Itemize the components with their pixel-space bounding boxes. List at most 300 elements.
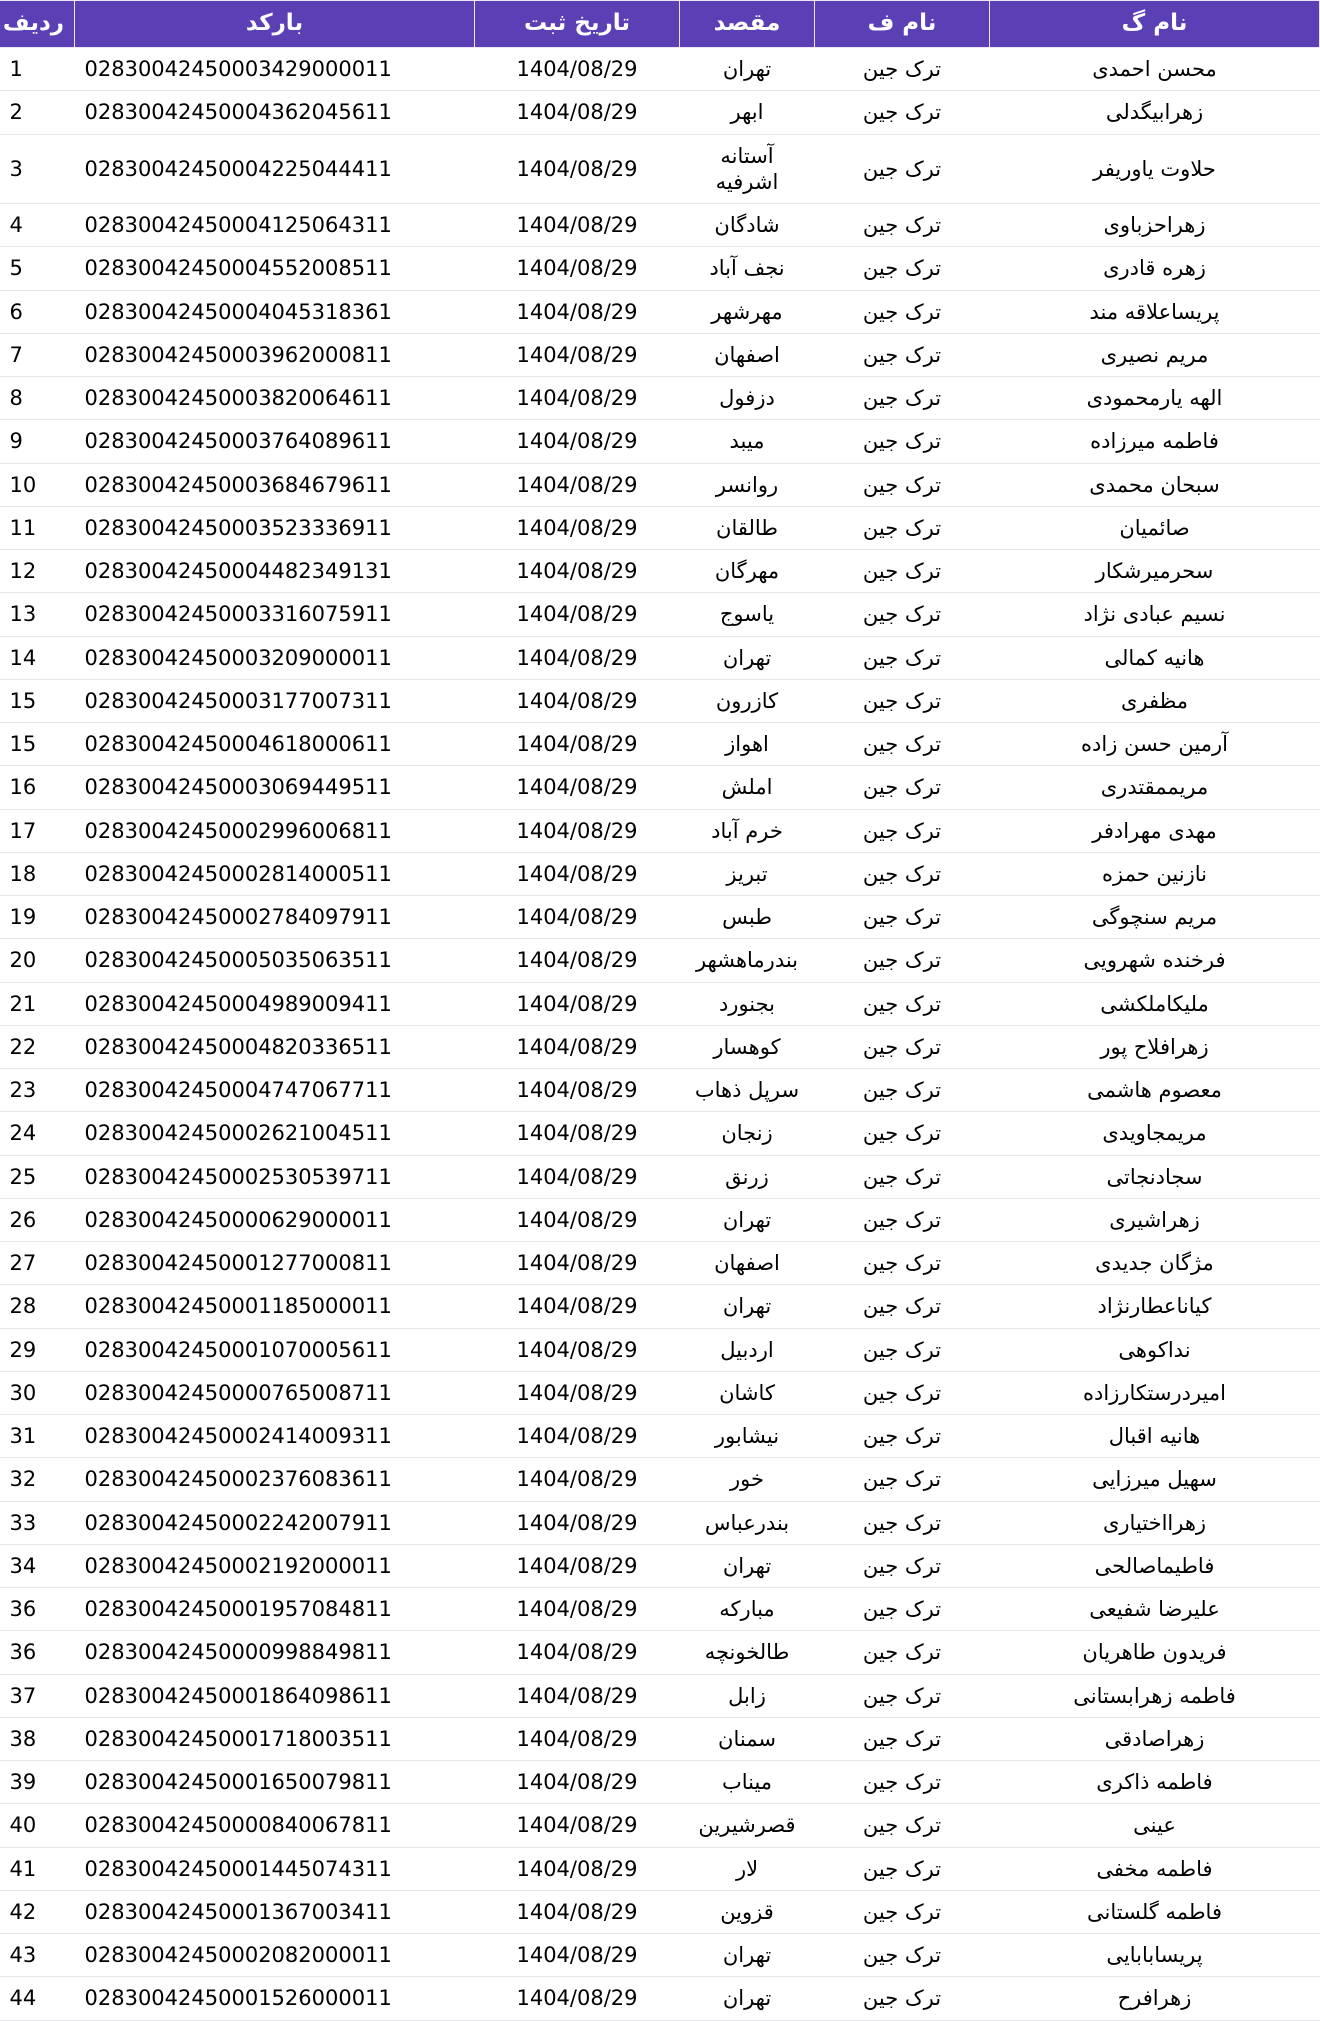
- cell-date: 1404/08/29: [475, 1847, 680, 1890]
- cell-date: 1404/08/29: [475, 506, 680, 549]
- cell-row-number: 36: [0, 1588, 75, 1631]
- cell-barcode: 02830042450004552008511: [75, 247, 475, 290]
- cell-name: ملیکاملکشی: [990, 982, 1320, 1025]
- cell-fname: ترک جین: [815, 1977, 990, 2020]
- table-row[interactable]: [0, 290, 1320, 333]
- cell-name: مظفری: [990, 679, 1320, 722]
- cell-barcode: 02830042450004989009411: [75, 982, 475, 1025]
- cell-fname: ترک جین: [815, 420, 990, 463]
- cell-row-number: 38: [0, 1717, 75, 1760]
- cell-fname: ترک جین: [815, 506, 990, 549]
- table-row[interactable]: [0, 1544, 1320, 1587]
- cell-row-number: 3: [0, 134, 75, 204]
- table-row[interactable]: [0, 1112, 1320, 1155]
- cell-name: فاطمه گلستانی: [990, 1890, 1320, 1933]
- cell-fname: ترک جین: [815, 1847, 990, 1890]
- cell-row-number: 42: [0, 1890, 75, 1933]
- cell-fname: ترک جین: [815, 134, 990, 204]
- cell-destination: تهران: [680, 1198, 815, 1241]
- cell-destination: ابهر: [680, 91, 815, 134]
- cell-destination: میناب: [680, 1761, 815, 1804]
- table-row[interactable]: [0, 1977, 1320, 2020]
- cell-date: 1404/08/29: [475, 1458, 680, 1501]
- cell-destination: بندرماهشهر: [680, 939, 815, 982]
- cell-destination: زنجان: [680, 1112, 815, 1155]
- cell-destination: تهران: [680, 48, 815, 91]
- cell-name: مریممقتدری: [990, 766, 1320, 809]
- cell-date: 1404/08/29: [475, 1501, 680, 1544]
- cell-destination: تهران: [680, 1934, 815, 1977]
- cell-barcode: 02830042450004045318361: [75, 290, 475, 333]
- cell-barcode: 02830042450003962000811: [75, 333, 475, 376]
- table-row[interactable]: [0, 1631, 1320, 1674]
- cell-fname: ترک جین: [815, 1717, 990, 1760]
- cell-fname: ترک جین: [815, 636, 990, 679]
- cell-date: 1404/08/29: [475, 1198, 680, 1241]
- cell-fname: ترک جین: [815, 809, 990, 852]
- cell-fname: ترک جین: [815, 204, 990, 247]
- cell-row-number: 25: [0, 1155, 75, 1198]
- cell-row-number: 27: [0, 1242, 75, 1285]
- cell-destination: زابل: [680, 1674, 815, 1717]
- cell-name: زهراصادقی: [990, 1717, 1320, 1760]
- table-row[interactable]: [0, 247, 1320, 290]
- cell-row-number: 44: [0, 1977, 75, 2020]
- cell-destination: طالقان: [680, 506, 815, 549]
- cell-destination: اهواز: [680, 723, 815, 766]
- cell-fname: ترک جین: [815, 1155, 990, 1198]
- table-row[interactable]: [0, 1328, 1320, 1371]
- table-row[interactable]: [0, 1501, 1320, 1544]
- cell-date: 1404/08/29: [475, 1717, 680, 1760]
- cell-name: محسن احمدی: [990, 48, 1320, 91]
- table-row[interactable]: [0, 204, 1320, 247]
- cell-fname: ترک جین: [815, 1674, 990, 1717]
- cell-date: 1404/08/29: [475, 939, 680, 982]
- cell-destination: اردبیل: [680, 1328, 815, 1371]
- table-row[interactable]: [0, 852, 1320, 895]
- cell-name: الهه یارمحمودی: [990, 377, 1320, 420]
- cell-row-number: 36: [0, 1631, 75, 1674]
- cell-barcode: 02830042450000998849811: [75, 1631, 475, 1674]
- cell-barcode: 02830042450004225044411: [75, 134, 475, 204]
- table-row[interactable]: [0, 1025, 1320, 1068]
- cell-fname: ترک جین: [815, 463, 990, 506]
- cell-destination: تبریز: [680, 852, 815, 895]
- table-row[interactable]: [0, 1285, 1320, 1328]
- cell-date: 1404/08/29: [475, 1242, 680, 1285]
- cell-destination: آستانه اشرفیه: [680, 134, 815, 204]
- cell-destination: طبس: [680, 896, 815, 939]
- cell-barcode: 02830042450002192000011: [75, 1544, 475, 1587]
- cell-fname: ترک جین: [815, 550, 990, 593]
- cell-destination: کوهسار: [680, 1025, 815, 1068]
- cell-row-number: 21: [0, 982, 75, 1025]
- cell-barcode: 02830042450004125064311: [75, 204, 475, 247]
- table-header: [0, 1, 1320, 48]
- cell-fname: ترک جین: [815, 1501, 990, 1544]
- cell-barcode: 02830042450004362045611: [75, 91, 475, 134]
- cell-date: 1404/08/29: [475, 1890, 680, 1933]
- cell-name: فرخنده شهرویی: [990, 939, 1320, 982]
- cell-barcode: 02830042450003523336911: [75, 506, 475, 549]
- cell-name: کیاناعطارنژاد: [990, 1285, 1320, 1328]
- cell-name: زهره قادری: [990, 247, 1320, 290]
- table-row[interactable]: [0, 1847, 1320, 1890]
- cell-row-number: 17: [0, 809, 75, 852]
- cell-row-number: 34: [0, 1544, 75, 1587]
- cell-fname: ترک جین: [815, 1804, 990, 1847]
- cell-barcode: 02830042450004618000611: [75, 723, 475, 766]
- cell-barcode: 02830042450004820336511: [75, 1025, 475, 1068]
- cell-barcode: 02830042450001367003411: [75, 1890, 475, 1933]
- cell-date: 1404/08/29: [475, 204, 680, 247]
- cell-row-number: 11: [0, 506, 75, 549]
- cell-barcode: 02830042450000765008711: [75, 1371, 475, 1414]
- cell-barcode: 02830042450001277000811: [75, 1242, 475, 1285]
- cell-destination: خور: [680, 1458, 815, 1501]
- table-row[interactable]: [0, 1415, 1320, 1458]
- table-row[interactable]: [0, 636, 1320, 679]
- table-row[interactable]: [0, 134, 1320, 204]
- cell-date: 1404/08/29: [475, 1934, 680, 1977]
- cell-fname: ترک جین: [815, 1285, 990, 1328]
- cell-date: 1404/08/29: [475, 48, 680, 91]
- cell-name: مژگان جدیدی: [990, 1242, 1320, 1285]
- table-row[interactable]: [0, 377, 1320, 420]
- cell-name: زهرافلاح پور: [990, 1025, 1320, 1068]
- cell-name: زهراشیری: [990, 1198, 1320, 1241]
- cell-date: 1404/08/29: [475, 1588, 680, 1631]
- cell-fname: ترک جین: [815, 679, 990, 722]
- cell-destination: تهران: [680, 1544, 815, 1587]
- cell-name: مریم نصیری: [990, 333, 1320, 376]
- cell-date: 1404/08/29: [475, 1155, 680, 1198]
- cell-date: 1404/08/29: [475, 377, 680, 420]
- table-body: [0, 48, 1320, 2021]
- cell-name: فاطمه مخفی: [990, 1847, 1320, 1890]
- cell-date: 1404/08/29: [475, 1415, 680, 1458]
- cell-destination: لار: [680, 1847, 815, 1890]
- cell-destination: تهران: [680, 636, 815, 679]
- cell-name: سهیل میرزایی: [990, 1458, 1320, 1501]
- cell-date: 1404/08/29: [475, 896, 680, 939]
- cell-fname: ترک جین: [815, 247, 990, 290]
- cell-name: سجادنجاتی: [990, 1155, 1320, 1198]
- cell-name: هانیه اقبال: [990, 1415, 1320, 1458]
- cell-destination: قصرشیرین: [680, 1804, 815, 1847]
- table-row[interactable]: [0, 1458, 1320, 1501]
- table-row[interactable]: [0, 1804, 1320, 1847]
- cell-row-number: 19: [0, 896, 75, 939]
- cell-fname: ترک جین: [815, 1198, 990, 1241]
- table-row[interactable]: [0, 91, 1320, 134]
- cell-row-number: 40: [0, 1804, 75, 1847]
- cell-barcode: 02830042450002414009311: [75, 1415, 475, 1458]
- cell-barcode: 02830042450002621004511: [75, 1112, 475, 1155]
- cell-destination: مهرشهر: [680, 290, 815, 333]
- cell-barcode: 02830042450004747067711: [75, 1069, 475, 1112]
- cell-date: 1404/08/29: [475, 766, 680, 809]
- cell-name: عینی: [990, 1804, 1320, 1847]
- table-row[interactable]: [0, 982, 1320, 1025]
- cell-barcode: 02830042450002082000011: [75, 1934, 475, 1977]
- cell-name: نازنین حمزه: [990, 852, 1320, 895]
- cell-barcode: 02830042450001957084811: [75, 1588, 475, 1631]
- cell-name: امیردرستکارزاده: [990, 1371, 1320, 1414]
- cell-name: زهراحزباوی: [990, 204, 1320, 247]
- table-row[interactable]: [0, 1155, 1320, 1198]
- cell-fname: ترک جین: [815, 723, 990, 766]
- cell-name: صائمیان: [990, 506, 1320, 549]
- cell-fname: ترک جین: [815, 91, 990, 134]
- cell-date: 1404/08/29: [475, 1544, 680, 1587]
- cell-name: علیرضا شفیعی: [990, 1588, 1320, 1631]
- cell-row-number: 15: [0, 679, 75, 722]
- cell-date: 1404/08/29: [475, 247, 680, 290]
- cell-name: آرمین حسن زاده: [990, 723, 1320, 766]
- table-row[interactable]: [0, 1761, 1320, 1804]
- cell-row-number: 4: [0, 204, 75, 247]
- cell-row-number: 6: [0, 290, 75, 333]
- column-header-barcode[interactable]: بارکد: [75, 1, 475, 48]
- table-row[interactable]: [0, 550, 1320, 593]
- cell-row-number: 30: [0, 1371, 75, 1414]
- table-row[interactable]: [0, 1371, 1320, 1414]
- cell-fname: ترک جین: [815, 1328, 990, 1371]
- cell-row-number: 10: [0, 463, 75, 506]
- cell-date: 1404/08/29: [475, 463, 680, 506]
- cell-destination: زرنق: [680, 1155, 815, 1198]
- cell-row-number: 32: [0, 1458, 75, 1501]
- cell-destination: اصفهان: [680, 1242, 815, 1285]
- cell-date: 1404/08/29: [475, 636, 680, 679]
- cell-barcode: 02830042450003820064611: [75, 377, 475, 420]
- cell-date: 1404/08/29: [475, 679, 680, 722]
- cell-fname: ترک جین: [815, 48, 990, 91]
- cell-date: 1404/08/29: [475, 809, 680, 852]
- cell-name: زهرابیگدلی: [990, 91, 1320, 134]
- cell-date: 1404/08/29: [475, 1977, 680, 2020]
- cell-fname: ترک جین: [815, 1112, 990, 1155]
- cell-date: 1404/08/29: [475, 1761, 680, 1804]
- cell-name: هانیه کمالی: [990, 636, 1320, 679]
- cell-fname: ترک جین: [815, 333, 990, 376]
- table-row[interactable]: [0, 48, 1320, 91]
- table-row[interactable]: [0, 420, 1320, 463]
- column-header-name[interactable]: نام گ: [990, 1, 1320, 48]
- cell-barcode: 02830042450004482349131: [75, 550, 475, 593]
- cell-fname: ترک جین: [815, 896, 990, 939]
- cell-row-number: 5: [0, 247, 75, 290]
- cell-name: نداکوهی: [990, 1328, 1320, 1371]
- cell-barcode: 02830042450003069449511: [75, 766, 475, 809]
- cell-name: مهدی مهرادفر: [990, 809, 1320, 852]
- table-row[interactable]: [0, 896, 1320, 939]
- cell-fname: ترک جین: [815, 1934, 990, 1977]
- table-row[interactable]: [0, 939, 1320, 982]
- cell-destination: روانسر: [680, 463, 815, 506]
- cell-row-number: 23: [0, 1069, 75, 1112]
- cell-fname: ترک جین: [815, 1025, 990, 1068]
- cell-date: 1404/08/29: [475, 1631, 680, 1674]
- cell-fname: ترک جین: [815, 939, 990, 982]
- table-row[interactable]: [0, 809, 1320, 852]
- cell-date: 1404/08/29: [475, 723, 680, 766]
- cell-destination: سمنان: [680, 1717, 815, 1760]
- cell-date: 1404/08/29: [475, 333, 680, 376]
- cell-row-number: 7: [0, 333, 75, 376]
- cell-name: فاطمه میرزاده: [990, 420, 1320, 463]
- cell-date: 1404/08/29: [475, 420, 680, 463]
- cell-row-number: 14: [0, 636, 75, 679]
- cell-destination: طالخونچه: [680, 1631, 815, 1674]
- cell-destination: سرپل ذهاب: [680, 1069, 815, 1112]
- cell-barcode: 02830042450005035063511: [75, 939, 475, 982]
- cell-date: 1404/08/29: [475, 1112, 680, 1155]
- table-row[interactable]: [0, 463, 1320, 506]
- cell-date: 1404/08/29: [475, 91, 680, 134]
- cell-barcode: 02830042450001445074311: [75, 1847, 475, 1890]
- cell-name: فاطمه ذاکری: [990, 1761, 1320, 1804]
- column-header-destination[interactable]: مقصد: [680, 1, 815, 48]
- cell-fname: ترک جین: [815, 290, 990, 333]
- table-row[interactable]: [0, 1890, 1320, 1933]
- cell-fname: ترک جین: [815, 852, 990, 895]
- cell-name: زهرافرح: [990, 1977, 1320, 2020]
- cell-row-number: 22: [0, 1025, 75, 1068]
- cell-row-number: 18: [0, 852, 75, 895]
- cell-name: پریساعلاقه مند: [990, 290, 1320, 333]
- cell-row-number: 16: [0, 766, 75, 809]
- table-row[interactable]: [0, 506, 1320, 549]
- cell-date: 1404/08/29: [475, 1069, 680, 1112]
- table-row[interactable]: [0, 723, 1320, 766]
- column-header-date[interactable]: تاریخ ثبت: [475, 1, 680, 48]
- table-row[interactable]: [0, 1934, 1320, 1977]
- column-header-row[interactable]: ردیف: [0, 1, 75, 48]
- cell-destination: شادگان: [680, 204, 815, 247]
- cell-barcode: 02830042450002530539711: [75, 1155, 475, 1198]
- cell-barcode: 02830042450003429000011: [75, 48, 475, 91]
- cell-row-number: 20: [0, 939, 75, 982]
- cell-row-number: 12: [0, 550, 75, 593]
- cell-row-number: 2: [0, 91, 75, 134]
- cell-barcode: 02830042450001185000011: [75, 1285, 475, 1328]
- table-row[interactable]: [0, 1242, 1320, 1285]
- cell-barcode: 02830042450001526000011: [75, 1977, 475, 2020]
- cell-date: 1404/08/29: [475, 134, 680, 204]
- cell-destination: نیشابور: [680, 1415, 815, 1458]
- cell-destination: املش: [680, 766, 815, 809]
- cell-name: مریم سنچوگی: [990, 896, 1320, 939]
- table-row[interactable]: [0, 593, 1320, 636]
- column-header-fname[interactable]: نام ف: [815, 1, 990, 48]
- cell-name: فریدون طاهریان: [990, 1631, 1320, 1674]
- cell-barcode: 02830042450001650079811: [75, 1761, 475, 1804]
- cell-fname: ترک جین: [815, 377, 990, 420]
- cell-row-number: 28: [0, 1285, 75, 1328]
- cell-date: 1404/08/29: [475, 550, 680, 593]
- cell-barcode: 02830042450002814000511: [75, 852, 475, 895]
- table-row[interactable]: [0, 1198, 1320, 1241]
- cell-row-number: 41: [0, 1847, 75, 1890]
- table-row[interactable]: [0, 766, 1320, 809]
- cell-barcode: 02830042450002376083611: [75, 1458, 475, 1501]
- cell-destination: کازرون: [680, 679, 815, 722]
- cell-date: 1404/08/29: [475, 290, 680, 333]
- cell-destination: تهران: [680, 1285, 815, 1328]
- table-row[interactable]: [0, 1674, 1320, 1717]
- cell-row-number: 1: [0, 48, 75, 91]
- cell-fname: ترک جین: [815, 1371, 990, 1414]
- cell-fname: ترک جین: [815, 1242, 990, 1285]
- cell-date: 1404/08/29: [475, 852, 680, 895]
- cell-date: 1404/08/29: [475, 593, 680, 636]
- cell-destination: بجنورد: [680, 982, 815, 1025]
- cell-barcode: 02830042450000840067811: [75, 1804, 475, 1847]
- cell-row-number: 37: [0, 1674, 75, 1717]
- cell-date: 1404/08/29: [475, 1328, 680, 1371]
- cell-fname: ترک جین: [815, 1761, 990, 1804]
- table-row[interactable]: [0, 1069, 1320, 1112]
- cell-name: فاطیماصالحی: [990, 1544, 1320, 1587]
- cell-name: سبحان محمدی: [990, 463, 1320, 506]
- cell-row-number: 26: [0, 1198, 75, 1241]
- cell-row-number: 13: [0, 593, 75, 636]
- cell-barcode: 02830042450001718003511: [75, 1717, 475, 1760]
- table-header-row: [0, 1, 1320, 48]
- cell-destination: خرم آباد: [680, 809, 815, 852]
- cell-row-number: 43: [0, 1934, 75, 1977]
- cell-barcode: 02830042450003316075911: [75, 593, 475, 636]
- cell-barcode: 02830042450002784097911: [75, 896, 475, 939]
- cell-barcode: 02830042450000629000011: [75, 1198, 475, 1241]
- cell-name: معصوم هاشمی: [990, 1069, 1320, 1112]
- cell-fname: ترک جین: [815, 593, 990, 636]
- cell-row-number: 33: [0, 1501, 75, 1544]
- table-row[interactable]: [0, 679, 1320, 722]
- cell-barcode: 02830042450002242007911: [75, 1501, 475, 1544]
- cell-name: حلاوت یاوریفر: [990, 134, 1320, 204]
- cell-barcode: 02830042450003209000011: [75, 636, 475, 679]
- cell-destination: بندرعباس: [680, 1501, 815, 1544]
- cell-destination: کاشان: [680, 1371, 815, 1414]
- cell-row-number: 8: [0, 377, 75, 420]
- cell-date: 1404/08/29: [475, 1674, 680, 1717]
- cell-name: پریسابابایی: [990, 1934, 1320, 1977]
- cell-fname: ترک جین: [815, 982, 990, 1025]
- cell-fname: ترک جین: [815, 766, 990, 809]
- cell-destination: مهرگان: [680, 550, 815, 593]
- table-row[interactable]: [0, 1717, 1320, 1760]
- cell-fname: ترک جین: [815, 1890, 990, 1933]
- cell-date: 1404/08/29: [475, 1804, 680, 1847]
- cell-fname: ترک جین: [815, 1544, 990, 1587]
- cell-fname: ترک جین: [815, 1588, 990, 1631]
- cell-fname: ترک جین: [815, 1631, 990, 1674]
- table-row[interactable]: [0, 1588, 1320, 1631]
- cell-date: 1404/08/29: [475, 1285, 680, 1328]
- cell-barcode: 02830042450003764089611: [75, 420, 475, 463]
- cell-barcode: 02830042450001070005611: [75, 1328, 475, 1371]
- cell-date: 1404/08/29: [475, 1025, 680, 1068]
- cell-row-number: 29: [0, 1328, 75, 1371]
- cell-destination: نجف آباد: [680, 247, 815, 290]
- table-row[interactable]: [0, 333, 1320, 376]
- cell-row-number: 24: [0, 1112, 75, 1155]
- cell-destination: مبارکه: [680, 1588, 815, 1631]
